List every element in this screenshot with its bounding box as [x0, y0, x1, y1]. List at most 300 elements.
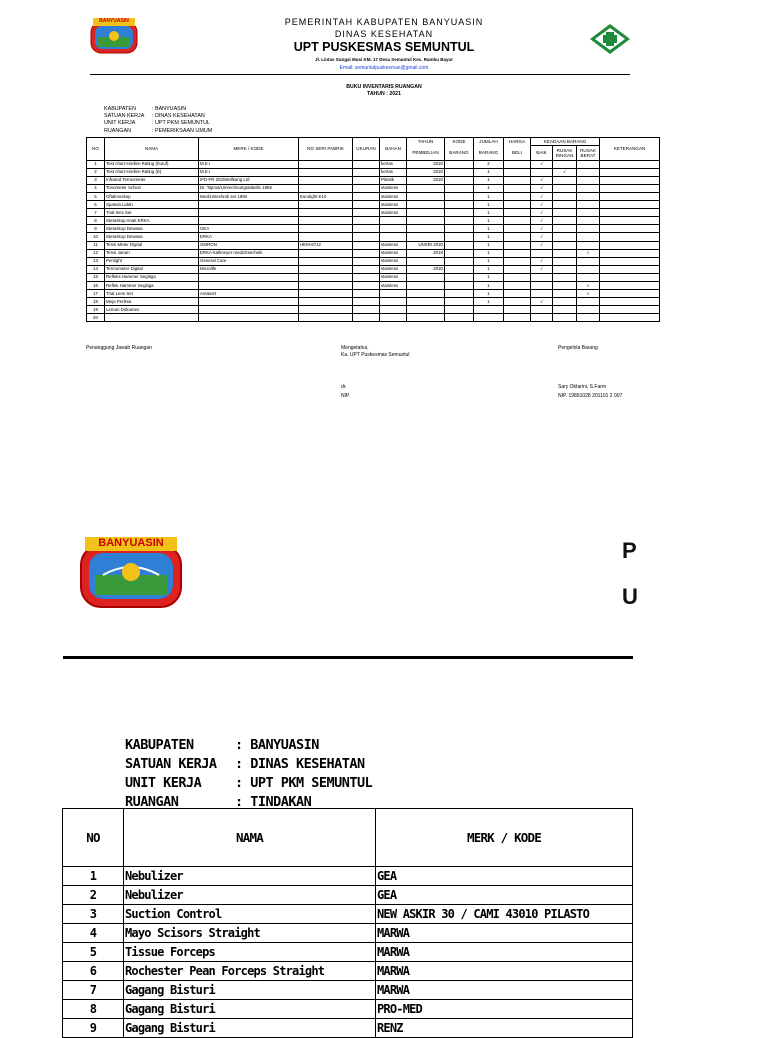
- title-line: BUKU INVENTARIS RUANGAN: [346, 84, 422, 90]
- header-email: Email: semuntulpuskesmas@gmail.com: [339, 65, 429, 71]
- cut-off-header-text-2: U: [622, 584, 638, 609]
- cell-nama: Test chart-snellen Rating (huruf): [105, 160, 199, 168]
- cell-rb: [577, 306, 600, 314]
- cell-seri: [299, 314, 353, 322]
- table-row: [87, 282, 660, 290]
- cell-no: 6: [63, 962, 124, 981]
- cell-seri: [299, 282, 353, 290]
- cell-tahun: [407, 306, 445, 314]
- cell-rb: [577, 314, 600, 322]
- cell-kode: [445, 298, 474, 306]
- table-row: [87, 298, 660, 306]
- table-row: [87, 306, 660, 314]
- cell-no: 1: [63, 867, 124, 886]
- cell-harga: [504, 176, 531, 184]
- cell-rr: [553, 314, 577, 322]
- cell-no: 13: [87, 257, 105, 265]
- cell-no: 3: [63, 905, 124, 924]
- meta-key: SATUAN KERJA: [104, 113, 145, 120]
- cell-seri: [299, 184, 353, 192]
- cell-tahun: [407, 201, 445, 209]
- cell-jumlah: 1: [474, 176, 504, 184]
- cell-nama: Rochester Pean Forceps Straight: [124, 962, 376, 981]
- meta-row: [125, 755, 372, 774]
- cell-baik: [531, 314, 553, 322]
- cell-bahan: [380, 217, 407, 225]
- meta-row: [125, 774, 372, 793]
- cell-baik: √: [531, 233, 553, 241]
- cell-ukuran: [353, 168, 380, 176]
- logo-text-small: BANYUASIN: [99, 18, 129, 24]
- cell-rr: [553, 160, 577, 168]
- cell-rb: [577, 184, 600, 192]
- table-row: [63, 886, 633, 905]
- cell-harga: [504, 273, 531, 281]
- col-ukuran: UKURAN: [353, 138, 380, 161]
- cell-jumlah: [474, 306, 504, 314]
- header-rule-large: [63, 656, 633, 659]
- cell-harga: [504, 265, 531, 273]
- table-row: [87, 217, 660, 225]
- cell-bahan: stainless: [380, 192, 407, 200]
- banyuasin-logo-large: [79, 535, 183, 609]
- cell-nama: [105, 314, 199, 322]
- cell-seri: [299, 217, 353, 225]
- cell-bahan: kertas: [380, 160, 407, 168]
- cell-ket: [600, 265, 660, 273]
- cell-merk: ERKA-kallmeyer medizintechnik: [199, 249, 299, 257]
- cell-harga: [504, 249, 531, 257]
- cell-ukuran: [353, 192, 380, 200]
- cell-jumlah: 1: [474, 217, 504, 225]
- cell-nama: Suction Control: [124, 905, 376, 924]
- cell-harga: [504, 306, 531, 314]
- cell-bahan: stainless: [380, 209, 407, 217]
- cell-baik: √: [531, 217, 553, 225]
- cell-harga: [504, 298, 531, 306]
- cell-no: 7: [87, 209, 105, 217]
- cell-kode: [445, 184, 474, 192]
- cell-rr: [553, 233, 577, 241]
- col-merk: MERK / KODE: [376, 809, 633, 867]
- cell-tahun: 2020: [407, 176, 445, 184]
- meta-key: RUANGAN: [125, 794, 179, 810]
- cell-bahan: stainless: [380, 241, 407, 249]
- cell-kode: [445, 282, 474, 290]
- cell-seri: [299, 249, 353, 257]
- cell-baik: [531, 290, 553, 298]
- cell-rr: [553, 209, 577, 217]
- cell-no: 1: [87, 160, 105, 168]
- cell-seri: [299, 265, 353, 273]
- cell-kode: [445, 249, 474, 257]
- col-seri: NO SERI PABRIK: [299, 138, 353, 161]
- cell-rb: [577, 298, 600, 306]
- cell-merk: M.E.I: [199, 168, 299, 176]
- cell-ukuran: [353, 290, 380, 298]
- table-row: [87, 192, 660, 200]
- cell-jumlah: 1: [474, 298, 504, 306]
- cell-merk: NEW ASKIR 30 / CAMI 43010 PILASTO: [376, 905, 633, 924]
- cell-kode: [445, 306, 474, 314]
- cell-harga: [504, 209, 531, 217]
- meta-value: : UPT PKM SEMUNTUL: [152, 120, 211, 127]
- cell-seri: [299, 176, 353, 184]
- cell-no: 10: [87, 233, 105, 241]
- col-keterangan: KETERANGAN: [600, 138, 660, 161]
- cell-merk: [199, 314, 299, 322]
- table-row: [63, 867, 633, 886]
- col-nama: NAMA: [105, 138, 199, 161]
- col-no: NO: [63, 809, 124, 867]
- cell-bahan: stainless: [380, 249, 407, 257]
- cell-no: 9: [87, 225, 105, 233]
- cell-seri: [299, 306, 353, 314]
- cell-ukuran: [353, 298, 380, 306]
- cell-rr: [553, 192, 577, 200]
- cell-bahan: stainless: [380, 201, 407, 209]
- header-institution: UPT PUSKESMAS SEMUNTUL: [293, 40, 475, 54]
- cell-nama: Reflek Hammer Segitiga: [105, 282, 199, 290]
- inventory-table: [86, 137, 660, 322]
- cell-kode: [445, 314, 474, 322]
- table-row: [63, 943, 633, 962]
- logo-text-large: BANYUASIN: [98, 537, 164, 549]
- cell-no: 4: [87, 184, 105, 192]
- cell-nama: Test chart-snellen Rating (E): [105, 168, 199, 176]
- signature-right: Pengelola Barang: [558, 345, 598, 351]
- cell-nama: Gagang Bisturi: [124, 981, 376, 1000]
- cell-merk: MARWA: [376, 981, 633, 1000]
- cell-no: 6: [87, 201, 105, 209]
- cell-no: 18: [87, 298, 105, 306]
- signature-nip: NIP.: [341, 393, 351, 399]
- col-tahun-bottom: PEMBELIAN: [407, 146, 445, 161]
- cell-ukuran: [353, 282, 380, 290]
- cell-rr: √: [553, 168, 577, 176]
- col-kode-top: KODE: [445, 138, 474, 146]
- table-row: [87, 257, 660, 265]
- cell-rb: √: [577, 290, 600, 298]
- table-row: [63, 1019, 633, 1038]
- cell-tahun: 2020: [407, 168, 445, 176]
- cell-baik: √: [531, 257, 553, 265]
- cell-seri: [299, 298, 353, 306]
- cell-bahan: stainless: [380, 257, 407, 265]
- cell-rb: [577, 201, 600, 209]
- cell-nama: Termometer Digital: [105, 265, 199, 273]
- cell-ket: [600, 192, 660, 200]
- meta-key: SATUAN KERJA: [125, 756, 217, 772]
- cell-baik: [531, 282, 553, 290]
- cell-ket: [600, 168, 660, 176]
- cell-rr: [553, 282, 577, 290]
- cell-merk: General Care: [199, 257, 299, 265]
- meta-value: : BANYUASIN: [235, 737, 319, 753]
- cell-ket: [600, 249, 660, 257]
- cell-no: 4: [63, 924, 124, 943]
- header-agency: DINAS KESEHATAN: [334, 29, 434, 39]
- cell-nama: Infrared Termometer: [105, 176, 199, 184]
- signature-right-nip: NIP. 19891028 201101 2 007: [558, 393, 623, 399]
- col-jumlah-top: JUMLAH: [474, 138, 504, 146]
- cell-kode: [445, 273, 474, 281]
- cell-kode: [445, 201, 474, 209]
- year-line: TAHUN : 2021: [367, 91, 401, 97]
- table-row: [87, 176, 660, 184]
- inventory-table-tindakan-body: [63, 867, 633, 1038]
- cell-merk: Microlife: [199, 265, 299, 273]
- col-baik: BAIK: [531, 146, 553, 161]
- cell-ket: [600, 241, 660, 249]
- inventory-table-body: [87, 160, 660, 322]
- table-row: [87, 241, 660, 249]
- cell-bahan: stainless: [380, 273, 407, 281]
- inventory-table-tindakan: [62, 808, 633, 1038]
- col-merk: MERK / KODE: [199, 138, 299, 161]
- cell-harga: [504, 160, 531, 168]
- cell-baik: √: [531, 160, 553, 168]
- cell-ket: [600, 184, 660, 192]
- cell-kode: [445, 225, 474, 233]
- cell-ket: [600, 176, 660, 184]
- col-tahun-top: TAHUN: [407, 138, 445, 146]
- cell-tahun: 2018: [407, 249, 445, 257]
- cell-baik: √: [531, 201, 553, 209]
- meta-value: : UPT PKM SEMUNTUL: [235, 775, 373, 791]
- cell-bahan: stainless: [380, 265, 407, 273]
- cell-bahan: [380, 290, 407, 298]
- cell-tahun: UNSRI 2020: [407, 241, 445, 249]
- cell-merk: MARWA: [376, 924, 633, 943]
- cell-baik: √: [531, 184, 553, 192]
- cell-tahun: 2020: [407, 160, 445, 168]
- cell-jumlah: 1: [474, 290, 504, 298]
- cell-tahun: [407, 290, 445, 298]
- cell-rr: [553, 176, 577, 184]
- table-row: [87, 273, 660, 281]
- meta-value: : DINAS KESEHATAN: [235, 756, 365, 772]
- cell-no: 8: [87, 217, 105, 225]
- cell-no: 2: [63, 886, 124, 905]
- cell-ket: [600, 298, 660, 306]
- signature-right-name: [558, 384, 622, 400]
- cell-ukuran: [353, 249, 380, 257]
- meta-block-large: [125, 736, 372, 812]
- cell-harga: [504, 233, 531, 241]
- cell-ukuran: [353, 233, 380, 241]
- cell-no: 5: [63, 943, 124, 962]
- meta-key: UNIT KERJA: [125, 775, 202, 791]
- cell-merk: GEA: [376, 886, 633, 905]
- cell-ket: [600, 217, 660, 225]
- table-row: [87, 168, 660, 176]
- cell-nama: Trial Lens Set: [105, 290, 199, 298]
- cell-bahan: [380, 314, 407, 322]
- cell-nama: Tonometer Schioz: [105, 184, 199, 192]
- cell-kode: [445, 233, 474, 241]
- signature-name: Sary Oktarini, S.Farm: [558, 384, 607, 390]
- cell-ukuran: [353, 201, 380, 209]
- cell-harga: [504, 314, 531, 322]
- cell-rb: [577, 168, 600, 176]
- cell-jumlah: 1: [474, 265, 504, 273]
- cell-no: 11: [87, 241, 105, 249]
- meta-block-small: [104, 106, 212, 135]
- cell-jumlah: 1: [474, 225, 504, 233]
- cell-merk: MARWA: [376, 943, 633, 962]
- cell-nama: Nebulizer: [124, 867, 376, 886]
- col-bahan: BAHAN: [380, 138, 407, 161]
- table-row: [87, 201, 660, 209]
- cell-no: 8: [63, 1000, 124, 1019]
- cell-nama: Tissue Forceps: [124, 943, 376, 962]
- cell-nama: Tensi Jarum: [105, 249, 199, 257]
- cell-jumlah: 1: [474, 184, 504, 192]
- cell-bahan: [380, 225, 407, 233]
- cut-off-header-text-1: P: [622, 538, 637, 563]
- cell-ukuran: [353, 217, 380, 225]
- meta-row: [104, 120, 212, 127]
- cell-no: 15: [87, 273, 105, 281]
- col-jumlah-bottom: BARANG: [474, 146, 504, 161]
- cell-nama: Stetoskop Dewasa: [105, 233, 199, 241]
- cell-nama: Spatula Lidah: [105, 201, 199, 209]
- cell-seri: [299, 209, 353, 217]
- cell-rb: [577, 209, 600, 217]
- cell-rb: [577, 217, 600, 225]
- cell-rr: [553, 257, 577, 265]
- cell-tahun: [407, 314, 445, 322]
- meta-value: : PEMERIKSAAN UMUM: [152, 127, 213, 134]
- cell-merk: PRO-MED: [376, 1000, 633, 1019]
- cell-baik: √: [531, 265, 553, 273]
- cell-rb: [577, 176, 600, 184]
- cell-rb: √: [577, 249, 600, 257]
- cell-tahun: [407, 225, 445, 233]
- col-rusak-ringan: RUSAK RINGAN: [553, 146, 577, 161]
- cell-no: 2: [87, 168, 105, 176]
- cell-merk: [199, 273, 299, 281]
- cell-baik: √: [531, 298, 553, 306]
- cell-baik: [531, 168, 553, 176]
- cell-merk: OMRON: [199, 241, 299, 249]
- cell-nama: Mayo Scisors Straight: [124, 924, 376, 943]
- cell-harga: [504, 241, 531, 249]
- signature-middle: [341, 345, 410, 359]
- cell-nama: Stetoskop Dewasa: [105, 225, 199, 233]
- cell-nama: Trial lens Set: [105, 209, 199, 217]
- cell-merk: M.E.I: [199, 160, 299, 168]
- cell-harga: [504, 168, 531, 176]
- cell-ukuran: [353, 176, 380, 184]
- cell-tahun: 2020: [407, 265, 445, 273]
- cell-kode: [445, 168, 474, 176]
- meta-key: KABUPATEN: [104, 106, 136, 112]
- cell-merk: [199, 209, 299, 217]
- cell-harga: [504, 184, 531, 192]
- cell-ket: [600, 314, 660, 322]
- col-harga-top: HARGA: [504, 138, 531, 146]
- table-row: [87, 209, 660, 217]
- signature-left: Penanggung Jawab Ruangan: [86, 345, 152, 351]
- cell-seri: HEM-8712: [299, 241, 353, 249]
- table-row: [87, 225, 660, 233]
- cell-baik: √: [531, 192, 553, 200]
- cell-merk: Dr. Tajima/Umrechnungstabelle 1955: [199, 184, 299, 192]
- cell-merk: GEA: [199, 225, 299, 233]
- cell-rr: [553, 306, 577, 314]
- cell-nama: Gagang Bisturi: [124, 1019, 376, 1038]
- cell-ket: [600, 201, 660, 209]
- col-harga-bottom: BELI: [504, 146, 531, 161]
- cell-seri: [299, 160, 353, 168]
- cell-rb: [577, 192, 600, 200]
- cell-kode: [445, 209, 474, 217]
- cell-tahun: [407, 273, 445, 281]
- cell-nama: Meja Periksa: [105, 298, 199, 306]
- cell-merk: [199, 306, 299, 314]
- header-address: Jl. Lintas Sungai Musi KM. 17 Desa Semuntul Kec. Rambu Bayur: [314, 57, 454, 62]
- table-row: [87, 233, 660, 241]
- meta-row: [104, 128, 212, 135]
- cell-no: 16: [87, 282, 105, 290]
- cell-harga: [504, 257, 531, 265]
- cell-kode: [445, 241, 474, 249]
- cell-baik: [531, 273, 553, 281]
- cell-no: 17: [87, 290, 105, 298]
- cell-jumlah: 1: [474, 241, 504, 249]
- cell-tahun: [407, 282, 445, 290]
- cell-rr: [553, 225, 577, 233]
- signature-mid-line2: Ka. UPT Puskesmas Semuntul: [341, 352, 410, 358]
- cell-seri: [299, 168, 353, 176]
- cell-bahan: Plastik: [380, 176, 407, 184]
- cell-merk: Medizintechnik set 1890: [199, 192, 299, 200]
- cell-rr: [553, 201, 577, 209]
- cell-jumlah: 1: [474, 168, 504, 176]
- cell-ukuran: [353, 184, 380, 192]
- cell-kode: [445, 176, 474, 184]
- cell-ket: [600, 282, 660, 290]
- cell-seri: [299, 233, 353, 241]
- cell-ukuran: [353, 257, 380, 265]
- cell-no: 14: [87, 265, 105, 273]
- cell-seri: [299, 273, 353, 281]
- cell-ukuran: [353, 160, 380, 168]
- cell-kode: [445, 257, 474, 265]
- cell-ukuran: [353, 225, 380, 233]
- cell-nama: Oftalmoskop: [105, 192, 199, 200]
- cell-bahan: stainless: [380, 282, 407, 290]
- cell-rb: [577, 160, 600, 168]
- cell-ket: [600, 160, 660, 168]
- table-row: [87, 314, 660, 322]
- table-row: [87, 184, 660, 192]
- cell-rr: [553, 290, 577, 298]
- cell-tahun: [407, 233, 445, 241]
- cell-jumlah: 1: [474, 273, 504, 281]
- cell-nama: Lemari Dokumen: [105, 306, 199, 314]
- cell-bahan: [380, 233, 407, 241]
- cell-jumlah: 1: [474, 192, 504, 200]
- table-row: [87, 290, 660, 298]
- cell-seri: [299, 225, 353, 233]
- cell-kode: [445, 160, 474, 168]
- cell-merk: IFD-FR 202/Wellkang Ltd: [199, 176, 299, 184]
- cell-merk: [199, 201, 299, 209]
- col-keadaan: KEADAAN BARANG: [531, 138, 600, 146]
